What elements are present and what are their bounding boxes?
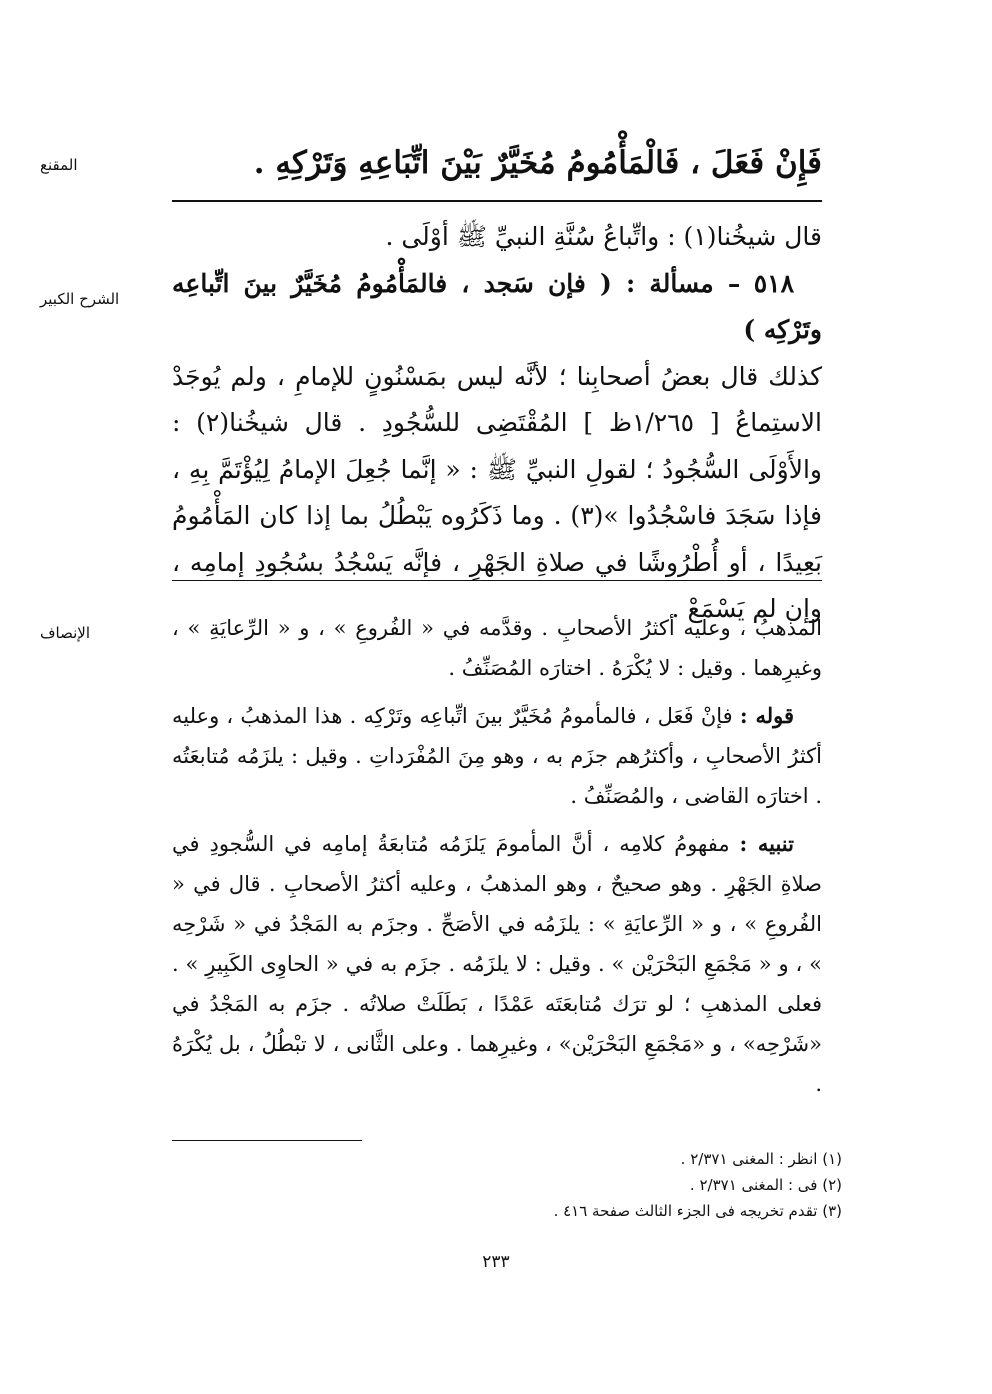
insaf-section bbox=[172, 608, 822, 1104]
masala-body: كذلك قال بعضُ أصحابِنا ؛ لأنَّه ليس بمَسْنُونٍ للإمامِ ، ولم يُوجَدْ الاستِماعُ [ ١/٢٦٥ظ ] المُقْتَضِى للسُّجُودِ . قال شيخُنا(٢) : والأَوْلَى السُّجُودُ ؛ لقولِ النبيِّ ﷺ : « إنَّما جُعِلَ الإمامُ لِيُؤْتَمَّ بِهِ ، فإذا سَجَدَ فاسْجُدُوا »(٣) . وما ذَكَرُوه يَبْطُلُ بما إذا كان المَأْمُومُ بَعِيدًا ، أو أُطْرُوشًا في صلاةِ الجَهْرِ ، فإنَّه يَسْجُدُ بسُجُودِ إمامِه ، وإن لم يَسْمَعْ . bbox=[172, 361, 822, 623]
masala-heading: – مسألة : ( فإن سَجد ، فالمَأْمُومُ مُخَيَّرٌ بينَ اتِّباعِه وتَرْكِه ) bbox=[172, 268, 822, 344]
sharh-rule bbox=[172, 580, 822, 581]
footnotes bbox=[192, 1146, 842, 1224]
muqni-text: فَإِنْ فَعَلَ ، فَالْمَأْمُومُ مُخَيَّرٌ بَيْنَ اتِّبَاعِهِ وَتَرْكِهِ . bbox=[253, 145, 822, 181]
insaf-paragraph-3-lead: تنبيه : bbox=[739, 831, 794, 856]
insaf-paragraph-3 bbox=[172, 824, 822, 1104]
footnote-1: (١) انظر : المغنى ٢/٣٧١ . bbox=[680, 1150, 842, 1168]
insaf-paragraph-2-text: فإنْ فَعَل ، فالمأمومُ مُخَيَّرٌ بينَ اتِّباعِه وتَرْكِه . هذا المذهبُ ، وعليه أكثرُ الأصحابِ ، وأكثرُهم جزَم به ، وهو مِنَ المُفْرَداتِ . وقيل : يلزَمُه مُتابعَتُه . اختارَه القاضى ، والمُصَنِّفُ . bbox=[172, 704, 822, 808]
insaf-paragraph-2 bbox=[172, 696, 822, 816]
insaf-label: الإنصاف bbox=[40, 624, 91, 642]
insaf-paragraph-2-lead: قوله : bbox=[739, 703, 794, 728]
muqni-rule bbox=[172, 200, 822, 202]
insaf-paragraph-1: المذهبُ ، وعليه أكثرُ الأصحابِ . وقدَّمه في « الفُروعِ » ، و « الرِّعايَةِ » ، وغيرِهما . وقيل : لا يُكْرَهُ . اختارَه المُصَنِّفُ . bbox=[172, 616, 822, 680]
footnote-3: (٣) تقدم تخريجه فى الجزء الثالث صفحة ٤١٦ . bbox=[553, 1202, 842, 1220]
footnote-2: (٢) فى : المغنى ٢/٣٧١ . bbox=[689, 1176, 842, 1194]
masala-heading-line bbox=[172, 261, 822, 354]
footnote-separator bbox=[172, 1140, 362, 1141]
sharh-intro-line: قال شيخُنا(١) : واتِّباعُ سُنَّةِ النبيِّ ﷺ أوْلَى . bbox=[385, 222, 822, 251]
insaf-paragraph-3-text: مفهومُ كلامِه ، أنَّ المأمومَ يَلزَمُه مُتابعَةُ إمامِه في السُّجودِ في صلاةِ الجَهْرِ . وهو صحيحٌ ، وهو المذهبُ ، وعليه أكثرُ الأصحابِ . قال في « الفُروعِ » ، و « الرِّعايَةِ » : يلزَمُه في الأصَحِّ . وجزَم به المَجْدُ في « شَرْحِه » ، و « مَجْمَعِ البَحْرَيْن » . وقيل : لا يلزَمُه . جزَم به في « الحاوِى الكَبِيرِ » . فعلى المذهبِ ؛ لو ترَك مُتابعَتَه عَمْدًا ، بَطَلَتْ صلاتُه . جزَم به المَجْدُ في «شَرْحِه» ، و «مَجْمَعِ البَحْرَيْن» ، وغيرِهما . وعلى الثَّانى ، لا تبْطُلُ ، بل يُكْرَهُ . bbox=[172, 832, 822, 1096]
muqni-label: المقنع bbox=[40, 156, 78, 174]
page-number: ٢٣٣ bbox=[482, 1252, 510, 1272]
sharh-label: الشرح الكبير bbox=[40, 290, 120, 308]
masala-number: ٥١٨ bbox=[753, 268, 795, 298]
sharh-section bbox=[172, 214, 822, 633]
